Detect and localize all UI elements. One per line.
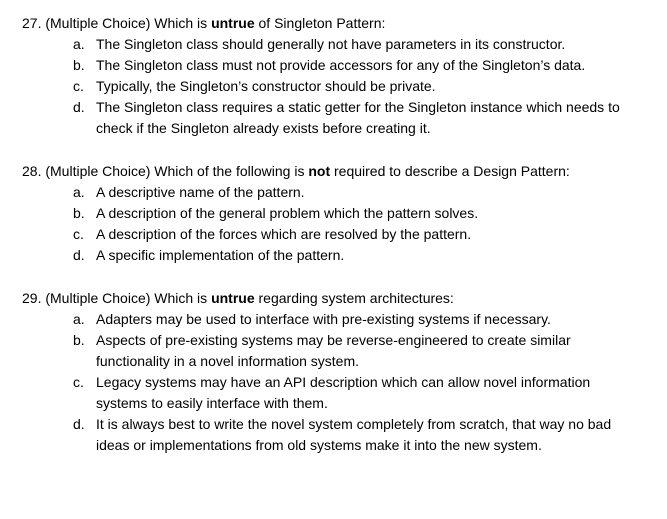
option-text: Legacy systems may have an API description which can allow novel information systems to easily interface with them. (96, 374, 591, 411)
option-b (0, 203, 667, 224)
option-list (0, 34, 667, 139)
option-letter: a. (73, 36, 85, 52)
option-letter: b. (73, 205, 85, 221)
option-text: A description of the forces which are resolved by the pattern. (96, 226, 472, 242)
stem-emphasis: untrue (211, 15, 255, 31)
stem-text: 27. (Multiple Choice) Which is (22, 15, 212, 31)
option-letter: c. (73, 226, 84, 242)
option-text: The Singleton class should generally not have parameters in its constructor. (96, 36, 566, 52)
option-d (0, 245, 667, 266)
option-letter: d. (73, 99, 85, 115)
option-text: Adapters may be used to interface with pre-existing systems if necessary. (96, 311, 551, 327)
option-text: The Singleton class requires a static getter for the Singleton instance which needs to check if the Singleton already exists before creating it. (96, 99, 620, 136)
option-list (0, 309, 667, 456)
option-text: Aspects of pre-existing systems may be reverse-engineered to create similar functionality in a novel information system. (96, 332, 571, 369)
stem-emphasis: untrue (211, 290, 255, 306)
option-letter: d. (73, 247, 85, 263)
option-letter: c. (73, 78, 84, 94)
option-text: Typically, the Singleton’s constructor should be private. (96, 78, 436, 94)
question-27 (0, 13, 667, 139)
option-d (0, 414, 667, 456)
stem-text: regarding system architectures: (254, 290, 454, 306)
option-b (0, 330, 667, 372)
stem-text: of Singleton Pattern: (254, 15, 386, 31)
option-letter: b. (73, 57, 85, 73)
option-b (0, 55, 667, 76)
question-stem (0, 13, 667, 34)
option-c (0, 76, 667, 97)
option-letter: a. (73, 311, 85, 327)
option-text: The Singleton class must not provide accessors for any of the Singleton’s data. (96, 57, 586, 73)
stem-text: required to describe a Design Pattern: (330, 163, 570, 179)
stem-text: 28. (Multiple Choice) Which of the following is (22, 163, 309, 179)
question-stem (0, 288, 667, 309)
option-a (0, 182, 667, 203)
option-d (0, 97, 667, 139)
option-text: It is always best to write the novel system completely from scratch, that way no bad ideas or implementations from old systems make it into the new system. (96, 416, 612, 453)
stem-text: 29. (Multiple Choice) Which is (22, 290, 212, 306)
stem-emphasis: not (308, 163, 331, 179)
option-c (0, 372, 667, 414)
option-list (0, 182, 667, 266)
option-text: A descriptive name of the pattern. (96, 184, 305, 200)
option-a (0, 34, 667, 55)
option-c (0, 224, 667, 245)
option-letter: d. (73, 416, 85, 432)
question-stem (0, 161, 667, 182)
option-a (0, 309, 667, 330)
option-letter: b. (73, 332, 85, 348)
option-letter: c. (73, 374, 84, 390)
question-29 (0, 288, 667, 456)
option-text: A specific implementation of the pattern. (96, 247, 345, 263)
question-28 (0, 161, 667, 266)
option-text: A description of the general problem which the pattern solves. (96, 205, 479, 221)
option-letter: a. (73, 184, 85, 200)
